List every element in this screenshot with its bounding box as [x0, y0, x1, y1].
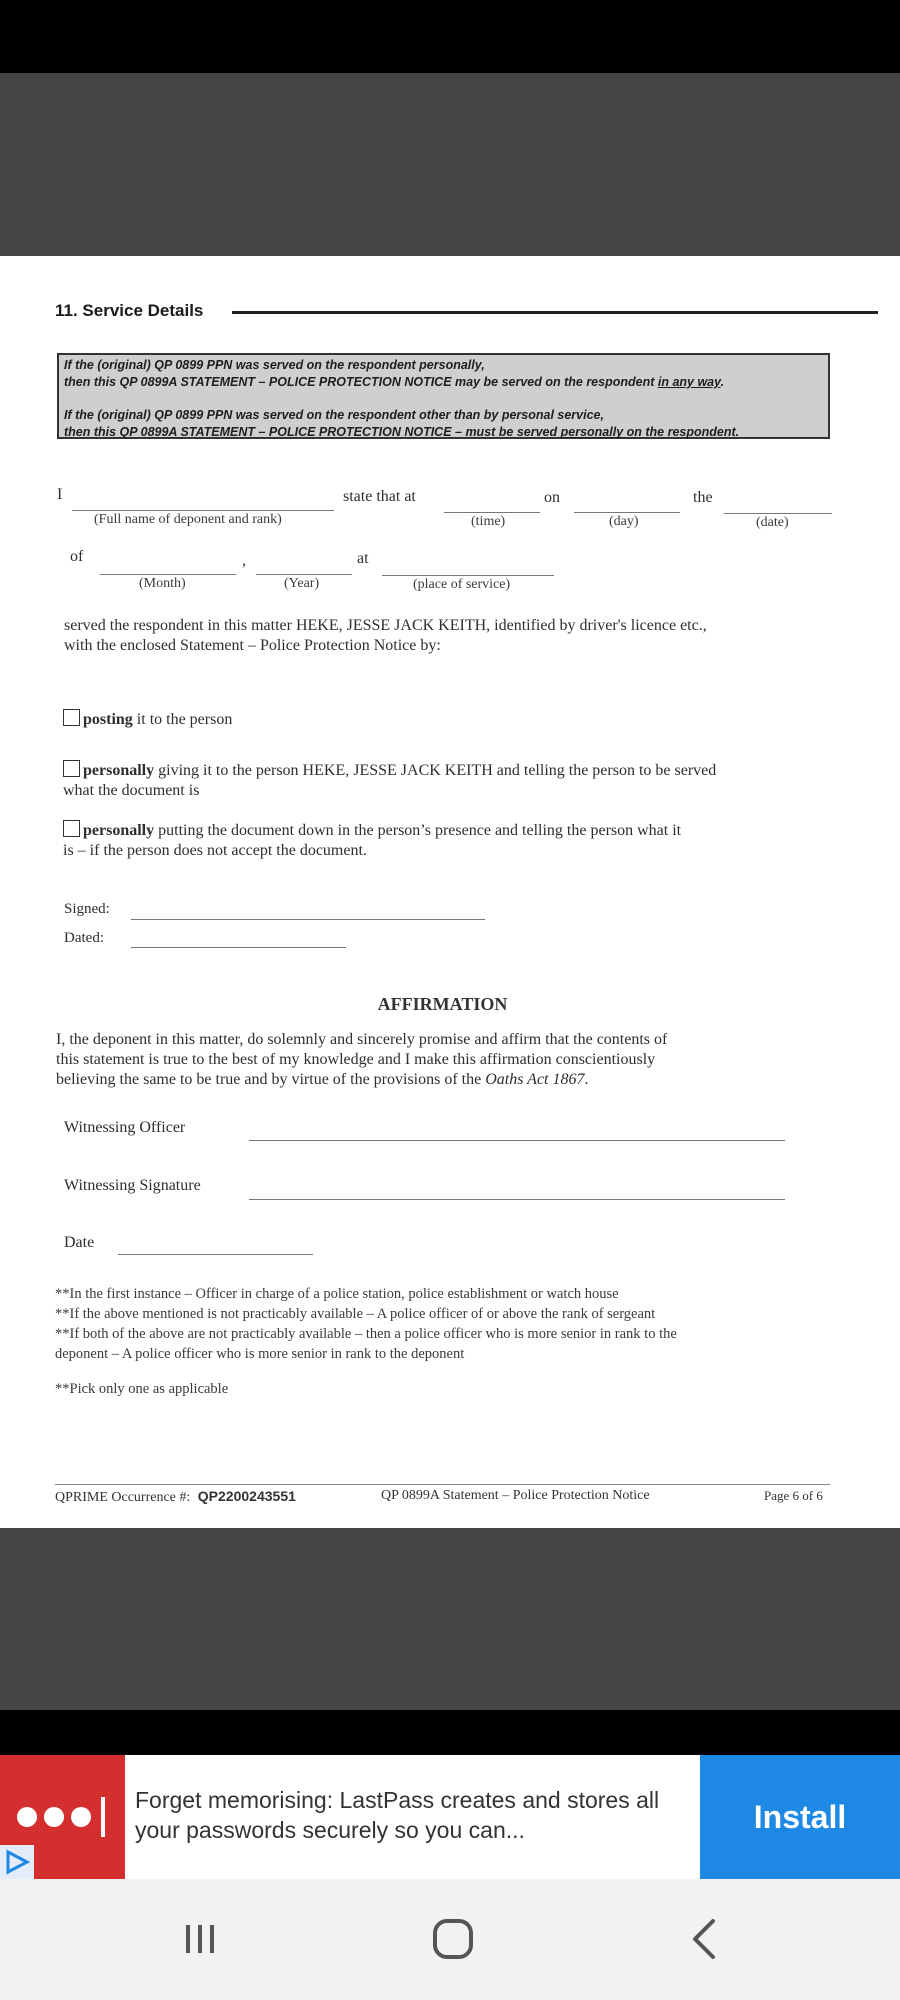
option-posting[interactable] [63, 709, 232, 730]
name-blank[interactable] [72, 510, 334, 511]
ad-banner[interactable] [0, 1755, 900, 1879]
checkbox-personally-giving[interactable] [63, 760, 80, 777]
label-of: of [70, 548, 84, 565]
comma: , [242, 552, 246, 569]
notice-p2-line1: If the (original) QP 0899 PPN was served on the respondent other than by personal service, [64, 408, 604, 422]
place-blank[interactable] [382, 575, 554, 576]
day-caption: (day) [609, 514, 639, 529]
witnessing-officer-blank[interactable] [249, 1140, 785, 1141]
date-label: Date [64, 1234, 95, 1251]
month-blank[interactable] [100, 574, 236, 575]
footnote-3-cont: deponent – A police officer who is more senior in rank to the deponent [55, 1346, 465, 1362]
back-icon[interactable] [665, 1909, 745, 1969]
served-text-line1: served the respondent in this matter HEKE, JESSE JACK KEITH, identified by driver's licence etc., [64, 617, 707, 634]
footer-occurrence [55, 1488, 296, 1506]
served-text-line2: with the enclosed Statement – Police Protection Notice by: [64, 637, 441, 654]
footer-rule [55, 1484, 830, 1485]
notice-p1-line2-a: then this QP 0899A STATEMENT – POLICE PROTECTION NOTICE may be served on the respondent [64, 375, 658, 389]
status-bar [0, 0, 900, 73]
viewer-bottom-margin [0, 1528, 900, 1710]
checkbox-personally-putting[interactable] [63, 820, 80, 837]
option-putting-text-2: is – if the person does not accept the document. [63, 842, 367, 859]
month-caption: (Month) [139, 576, 186, 591]
day-blank[interactable] [574, 512, 680, 513]
affirmation-text [56, 1030, 667, 1090]
year-caption: (Year) [284, 576, 320, 591]
affirmation-line3-b: . [584, 1071, 589, 1088]
option-giving-text-2: what the document is [63, 782, 200, 799]
notice-p1-line2-b: . [720, 375, 725, 389]
notice-p2-line2-a: then this QP 0899A STATEMENT – POLICE PROTECTION NOTICE – must be served [64, 425, 561, 439]
ad-text[interactable]: Forget memorising: LastPass creates and stores all your passwords securely so you can... [135, 1787, 660, 1843]
affirmation-line1: I, the deponent in this matter, do solemnly and sincerely promise and affirm that the contents of [56, 1031, 668, 1048]
footnote-3: **If both of the above are not practicably available – then a police officer who is more senior in rank to the [55, 1326, 677, 1342]
name-caption: (Full name of deponent and rank) [94, 512, 282, 527]
notice-p1-line1: If the (original) QP 0899 PPN was served on the respondent personally, [64, 358, 485, 372]
section-title: 11. Service Details [55, 301, 204, 320]
signed-blank[interactable] [131, 919, 485, 920]
document-page[interactable] [0, 256, 900, 1528]
occurrence-label: QPRIME Occurrence #: [55, 1490, 191, 1505]
footer-form-title: QP 0899A Statement – Police Protection Notice [381, 1488, 650, 1503]
option-posting-bold: posting [83, 711, 133, 728]
year-blank[interactable] [256, 574, 352, 575]
option-personally-putting[interactable] [63, 820, 853, 861]
dated-blank[interactable] [131, 947, 346, 948]
witnessing-signature-label: Witnessing Signature [64, 1177, 201, 1194]
witnessing-signature-blank[interactable] [249, 1199, 785, 1200]
notice-p1-line2-underlined: in any way [657, 375, 721, 389]
footer-page-number: Page 6 of 6 [764, 1488, 823, 1503]
label-state-that-at: state that at [343, 488, 416, 505]
date-blank[interactable] [724, 513, 832, 514]
date-caption: (date) [756, 515, 789, 530]
footnotes [55, 1284, 855, 1399]
footnote-2: **If the above mentioned is not practicably available – A police officer of or above the rank of sergeant [55, 1306, 656, 1322]
notice-p2-line2-b: on the respondent. [623, 425, 740, 439]
install-button[interactable]: Install [700, 1755, 900, 1879]
option-giving-bold: personally [83, 762, 155, 779]
occurrence-number: QP2200243551 [197, 1488, 296, 1504]
checkbox-posting[interactable] [63, 709, 80, 726]
footnote-1: **In the first instance – Officer in charge of a police station, police establishment or watch house [55, 1286, 619, 1302]
viewer-top-margin [0, 73, 900, 256]
section-rule [232, 311, 878, 314]
witnessing-officer-label: Witnessing Officer [64, 1119, 186, 1136]
date-blank-line[interactable] [118, 1254, 313, 1255]
label-i: I [57, 486, 63, 503]
served-text [64, 616, 707, 656]
signed-label: Signed: [64, 901, 110, 917]
notice-box [57, 353, 830, 439]
home-icon[interactable] [413, 1909, 493, 1969]
oaths-act: Oaths Act 1867 [485, 1071, 585, 1088]
option-giving-text: giving it to the person HEKE, JESSE JACK KEITH and telling the person to be served [154, 762, 717, 779]
option-putting-text: putting the document down in the person’s presence and telling the person what it [154, 822, 682, 839]
time-caption: (time) [471, 514, 506, 529]
affirmation-line2: this statement is true to the best of my knowledge and I make this affirmation conscientiously [56, 1051, 656, 1068]
ad-separator [0, 1710, 900, 1755]
navigation-bar [0, 1879, 900, 2000]
affirmation-title: AFFIRMATION [377, 994, 508, 1014]
ad-choices-icon[interactable] [0, 1845, 34, 1879]
label-the: the [693, 489, 713, 506]
option-personally-giving[interactable] [63, 760, 853, 801]
time-blank[interactable] [444, 512, 540, 513]
affirmation-line3-a: believing the same to be true and by virtue of the provisions of the [56, 1071, 486, 1088]
footnote-pick: **Pick only one as applicable [55, 1381, 229, 1397]
label-at: at [357, 550, 369, 567]
recents-icon[interactable] [160, 1909, 240, 1969]
option-posting-text: it to the person [132, 711, 233, 728]
dated-label: Dated: [64, 930, 104, 946]
option-putting-bold: personally [83, 822, 155, 839]
notice-p2-line2-underlined: personally [560, 425, 624, 439]
label-on: on [544, 489, 560, 506]
place-caption: (place of service) [413, 577, 511, 592]
